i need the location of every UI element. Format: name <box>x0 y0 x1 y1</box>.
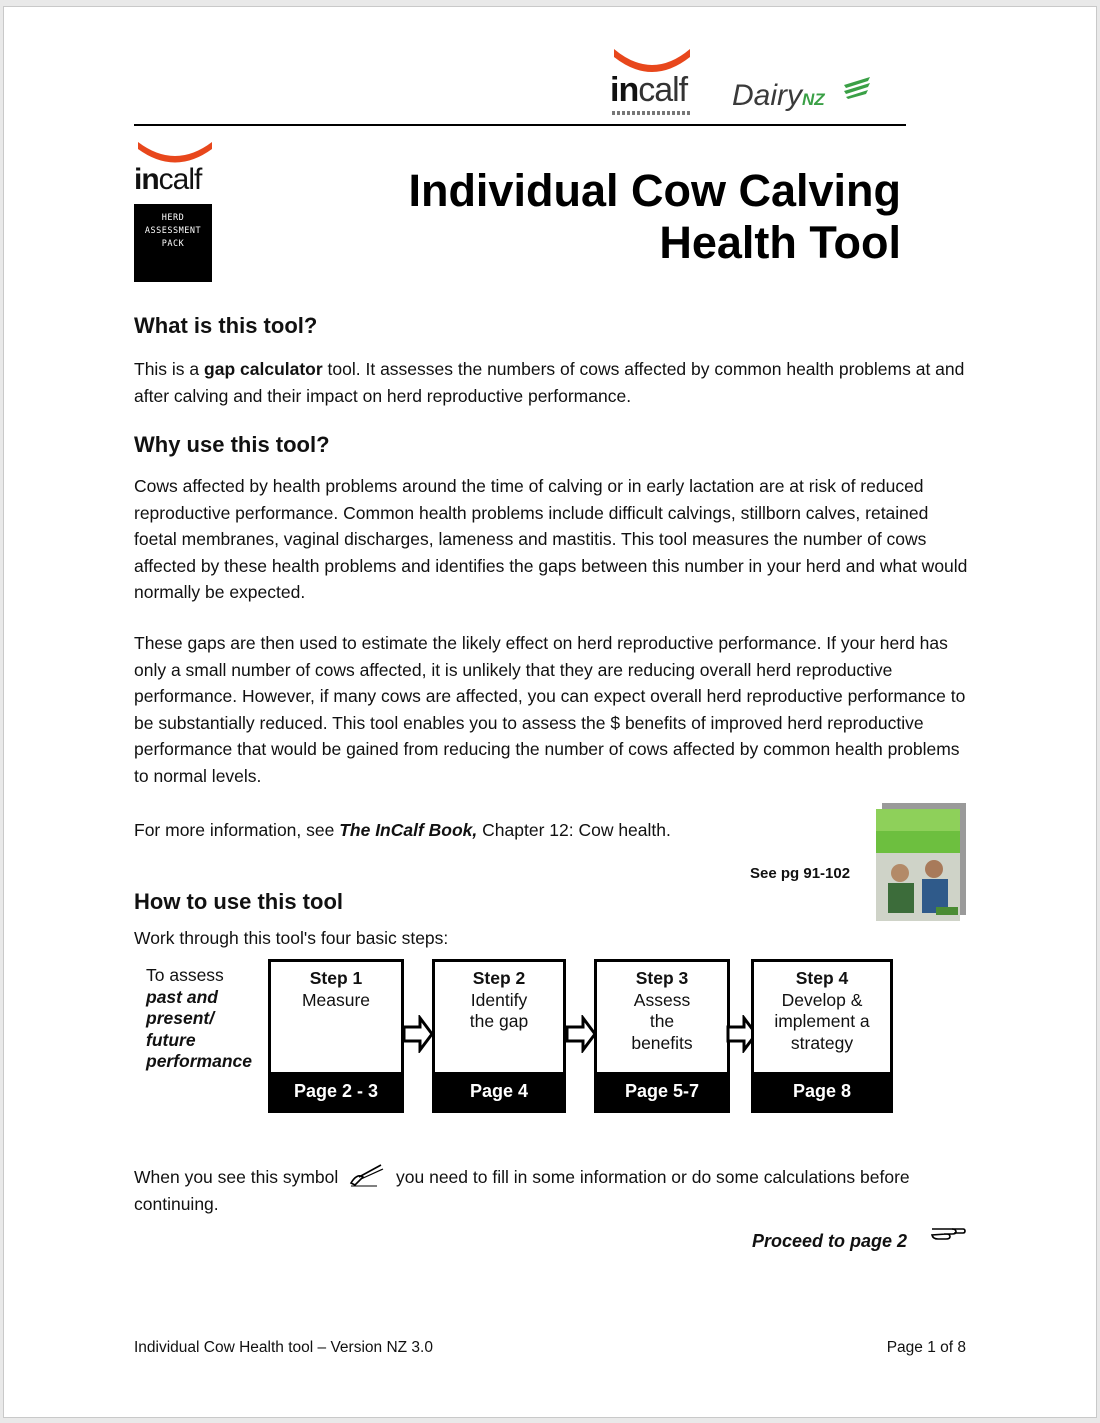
heading-how: How to use this tool <box>134 889 343 914</box>
dairynz-logo: DairyNZ <box>732 79 825 112</box>
footer-version: Individual Cow Health tool – Version NZ 3.0 <box>134 1339 433 1356</box>
step-4-page: Page 8 <box>754 1072 890 1110</box>
symbol-paragraph: When you see this symbol you need to fill in some information or do some calculations before continuing. <box>134 1163 944 1217</box>
writing-hand-icon <box>347 1163 387 1187</box>
incalf-book-cover-image <box>876 803 966 921</box>
page-title: Individual Cow Calving Health Tool <box>408 165 901 268</box>
pack-arc-icon <box>136 140 214 164</box>
document-page <box>3 6 1097 1418</box>
arrow-right-icon <box>565 1015 597 1053</box>
incalf-arc-logo <box>612 47 692 73</box>
heading-why: Why use this tool? <box>134 432 330 457</box>
step-4-box: Step 4 Develop & implement a strategy Page 8 <box>751 959 893 1113</box>
pointing-hand-icon <box>930 1221 966 1243</box>
proceed-link[interactable]: Proceed to page 2 <box>752 1231 908 1251</box>
incalf-tagline <box>612 111 690 115</box>
why-paragraph-2: These gaps are then used to estimate the likely effect on herd reproductive performance. If your herd has only a small number of cows affected, it is unlikely that they are reducing overall herd reproductive performance. However, if many cows are affected, you can expect overall herd reproductive performance to be substantially reduced. This tool enables you to assess the $ benefits of improved herd reproductive performance that would be gained from reducing the number of cows affected by common health problems to normal levels. <box>134 633 966 786</box>
herd-assessment-pack-logo: incalf HERD ASSESSMENT PACK <box>134 140 216 282</box>
assess-label: To assess past and present/ future performance <box>146 965 253 1071</box>
why-paragraph-1: Cows affected by health problems around the time of calving or in early lactation are at risk of reduced reproductive performance. Common health problems include difficult calvings, stillborn calves, retained foetal membranes, vaginal discharges, lameness and mastitis. This tool measures the number of cows affected by these health problems and identifies the gaps between this number in your herd and what would normally be expected. <box>134 476 968 602</box>
step-2-box: Step 2 Identify the gap Page 4 <box>432 959 566 1113</box>
step-1-box: Step 1 Measure Page 2 - 3 <box>268 959 404 1113</box>
step-3-page: Page 5-7 <box>597 1072 727 1110</box>
what-paragraph: This is a gap calculator tool. It assesses the numbers of cows affected by common health problems at and after calving and their impact on herd reproductive performance. <box>134 359 965 406</box>
more-info-paragraph: For more information, see The InCalf Book, Chapter 12: Cow health. <box>134 820 671 840</box>
how-intro: Work through this tool's four basic steps: <box>134 928 449 948</box>
dairynz-swoosh-icon <box>842 75 872 99</box>
footer-page-number: Page 1 of 8 <box>886 1339 966 1356</box>
step-3-box: Step 3 Assess the benefits Page 5-7 <box>594 959 730 1113</box>
step-2-page: Page 4 <box>435 1072 563 1110</box>
step-1-page: Page 2 - 3 <box>271 1072 401 1110</box>
header-rule <box>134 124 906 126</box>
see-pages-label: See pg 91-102 <box>750 865 851 882</box>
heading-what: What is this tool? <box>134 313 318 338</box>
arrow-right-icon <box>402 1015 434 1053</box>
incalf-logo: incalf <box>610 71 688 109</box>
